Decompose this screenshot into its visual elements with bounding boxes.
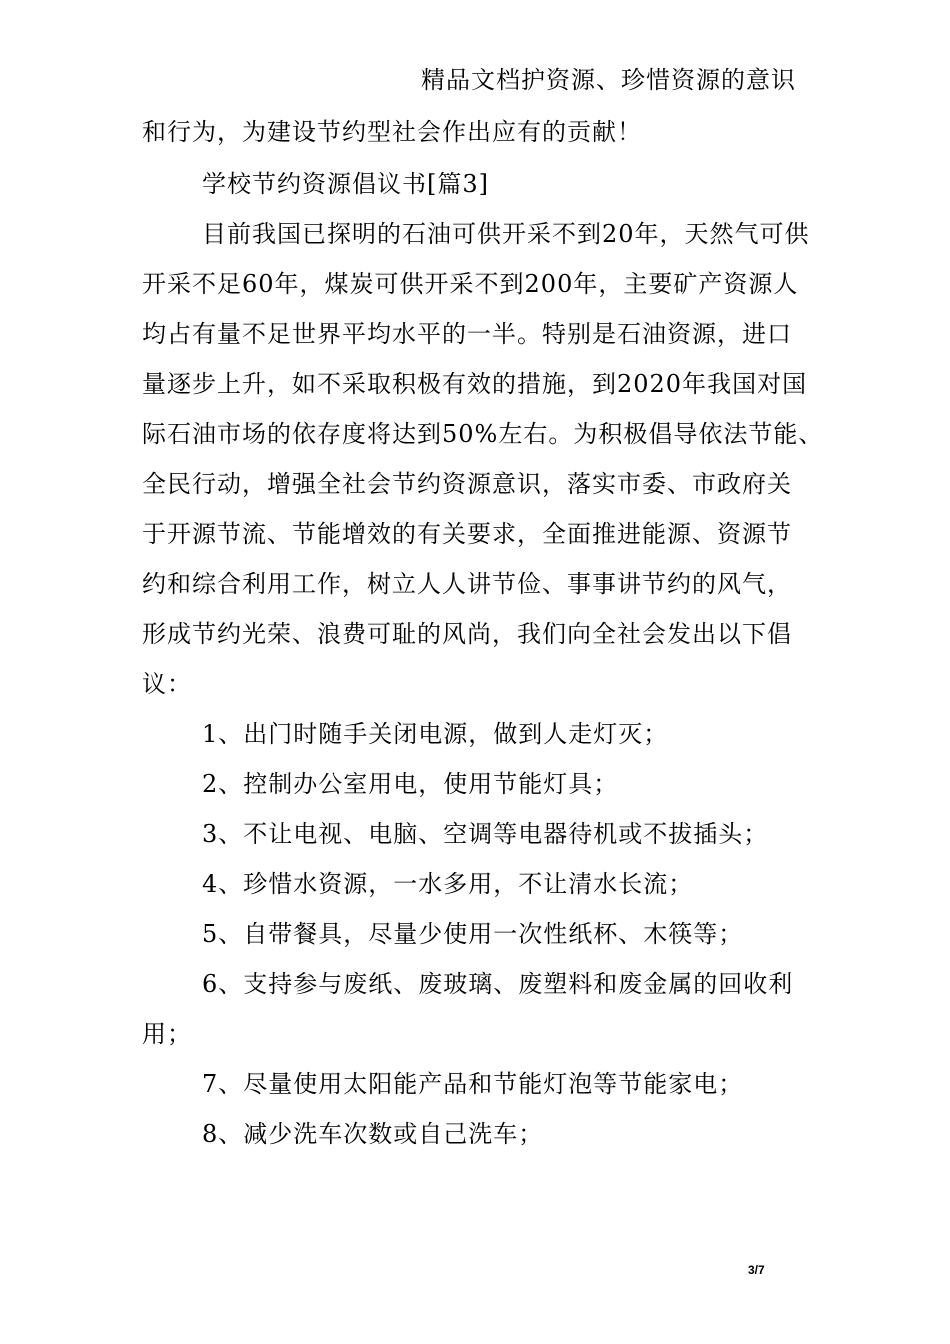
body-line: 全民行动，增强全社会节约资源意识，落实市委、市政府关 xyxy=(142,470,792,498)
body-line: 议： xyxy=(142,670,192,698)
body-line: 际石油市场的依存度将达到50%左右。为积极倡导依法节能、 xyxy=(142,420,824,448)
list-item: 5、自带餐具，尽量少使用一次性纸杯、木筷等； xyxy=(202,920,744,948)
section-title: 学校节约资源倡议书[篇3] xyxy=(202,170,489,198)
list-item: 6、支持参与废纸、废玻璃、废塑料和废金属的回收利 xyxy=(202,970,794,998)
body-line: 于开源节流、节能增效的有关要求，全面推进能源、资源节 xyxy=(142,520,792,548)
list-item: 1、出门时随手关闭电源，做到人走灯灭； xyxy=(202,720,669,748)
list-item-continuation: 用； xyxy=(142,1020,192,1048)
list-item: 7、尽量使用太阳能产品和节能灯泡等节能家电； xyxy=(202,1070,744,1098)
paragraph-line: 和行为，为建设节约型社会作出应有的贡献！ xyxy=(142,118,642,146)
list-item: 8、减少洗车次数或自己洗车； xyxy=(202,1120,544,1148)
body-line: 形成节约光荣、浪费可耻的风尚，我们向全社会发出以下倡 xyxy=(142,620,792,648)
list-item: 2、控制办公室用电，使用节能灯具； xyxy=(202,770,619,798)
body-line: 量逐步上升，如不采取积极有效的措施，到2020年我国对国 xyxy=(142,370,808,398)
list-item: 4、珍惜水资源，一水多用，不让清水长流； xyxy=(202,870,694,898)
page-number: 3/7 xyxy=(748,1263,765,1277)
header-text: 精品文档护资源、珍惜资源的意识 xyxy=(421,66,796,94)
list-item: 3、不让电视、电脑、空调等电器待机或不拔插头； xyxy=(202,820,769,848)
body-line: 约和综合利用工作，树立人人讲节俭、事事讲节约的风气， xyxy=(142,570,792,598)
body-line: 开采不足60年，煤炭可供开采不到200年，主要矿产资源人 xyxy=(142,270,799,298)
body-line: 均占有量不足世界平均水平的一半。特别是石油资源，进口 xyxy=(142,320,792,348)
body-line: 目前我国已探明的石油可供开采不到20年，天然气可供 xyxy=(202,220,810,248)
